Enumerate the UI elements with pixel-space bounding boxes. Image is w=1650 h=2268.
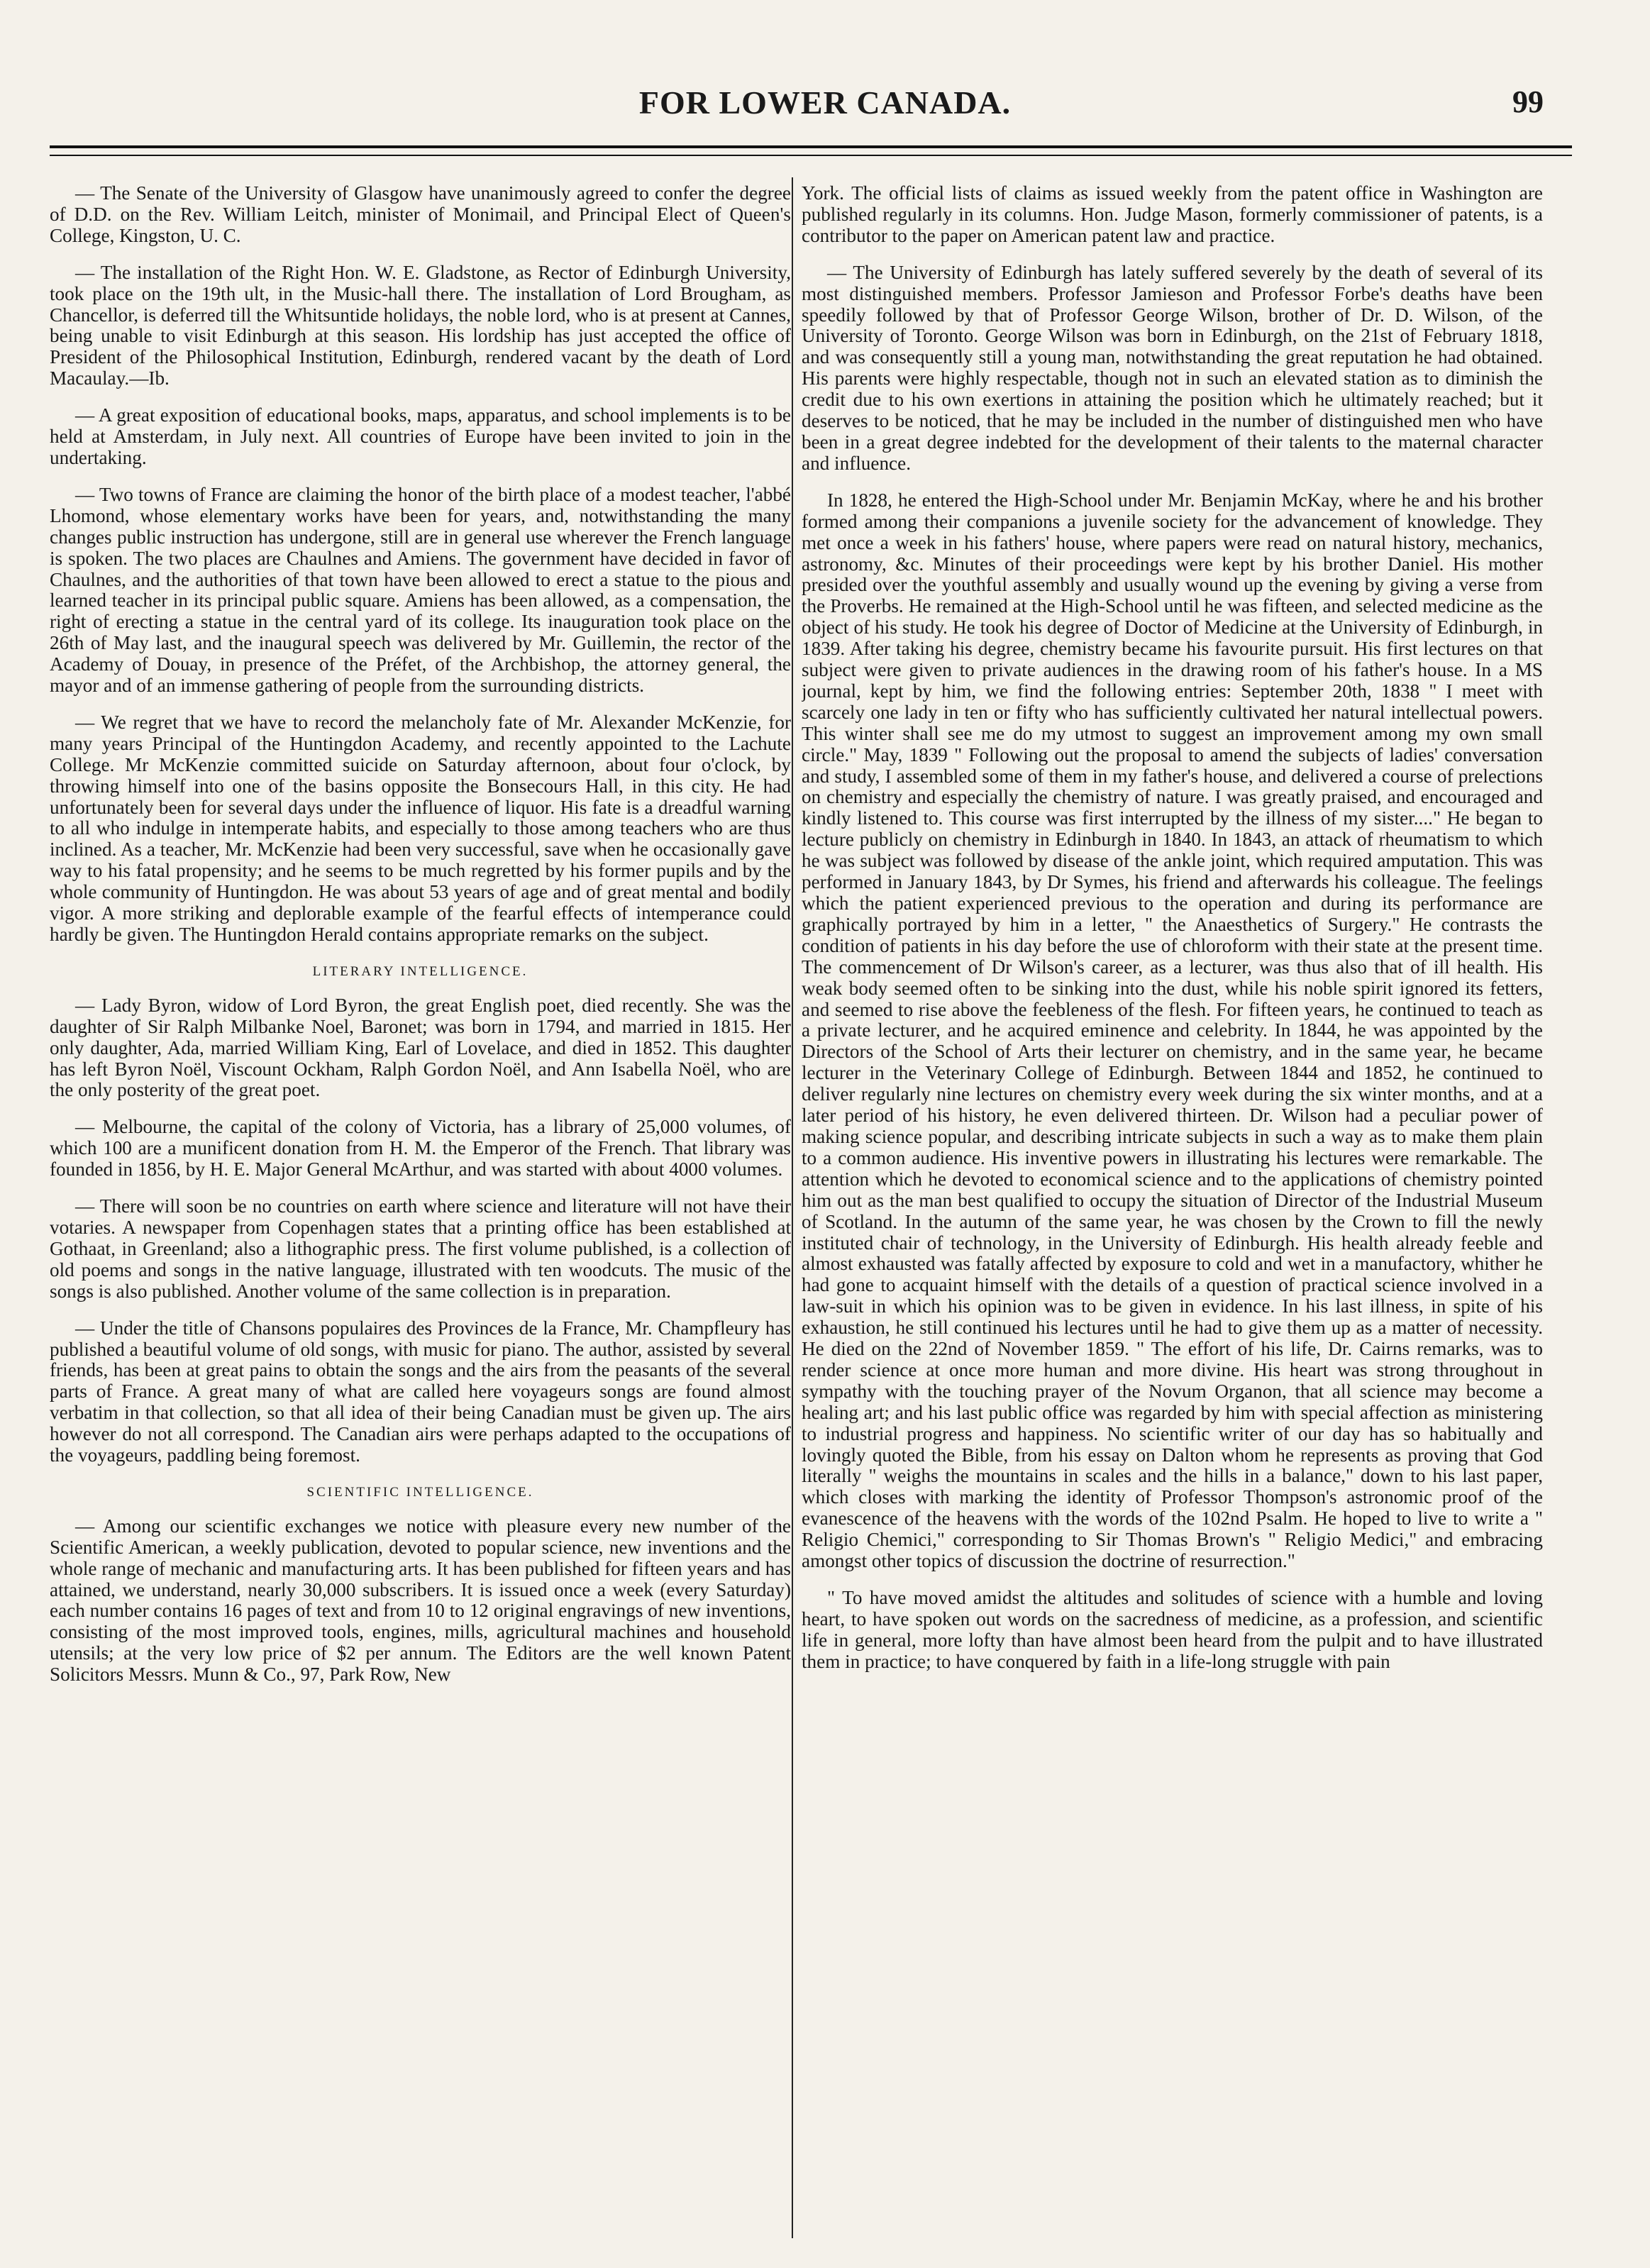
- article-mckenzie: — We regret that we have to record the melancholy fate of Mr. Alexander McKenzie, for many years Principal of the Huntingdon Academy, and recently appointed to the Lachute College. Mr McKenzie committed suicide on Saturday afternoon, about four o'clock, by throwing himself into one of the basins opposite the Bonsecours Hall, in this city. He had unfortunately been for several days under the influence of liquor. His fate is a dreadful warning to all who indulge in intemperate habits, and especially to those among teachers who are thus inclined. As a teacher, Mr. McKenzie had been very successful, save when he occasionally gave way to his fatal propensity; and he seems to be much regretted by his former pupils and by the whole community of Huntingdon. He was about 53 years of age and of great mental and bodily vigor. A more striking and deplorable example of the fearful effects of intemperance could hardly be given. The Huntingdon Herald contains appropriate remarks on the subject.: [50, 711, 791, 945]
- article-scientific-american-continued: York. The official lists of claims as issued weekly from the patent office in Washington are published regularly in its columns. Hon. Judge Mason, formerly commissioner of patents, is a contributor to the paper on American patent law and practice.: [802, 183, 1543, 246]
- article-george-wilson-quote: " To have moved amidst the altitudes and solitudes of science with a humble and loving heart, to have spoken out words on the sacredness of medicine, as a profession, and scientific life in general, more lofty than have almost been heard from the pulpit and to have illustrated them in practice; to have conquered by faith in a life-long struggle with pain: [802, 1587, 1543, 1672]
- article-glasgow-degree: — The Senate of the University of Glasgow have unanimously agreed to confer the degree of D.D. on the Rev. William Leitch, minister of Monimail, and Principal Elect of Queen's College, Kingston, U. C.: [50, 183, 791, 246]
- column-divider: [792, 177, 793, 2238]
- article-george-wilson-biography: In 1828, he entered the High-School under Mr. Benjamin McKay, where he and his brother formed among their companions a juvenile society for the advancement of knowledge. They met once a week in his fathers' house, where papers were read on natural history, mechanics, astronomy, &c. Minutes of their proceedings were kept by his brother Daniel. His mother presided over the youthful assembly and usually wound up the evening by giving a verse from the Proverbs. He remained at the High-School until he was fifteen, and selected medicine as the object of his study. He took his degree of Doctor of Medicine at the University of Edinburgh, in 1839. After taking his degree, chemistry became his favourite pursuit. His first lectures on that subject were given to private audiences in the drawing room of his father's house. In a MS journal, kept by him, we find the following entries: September 20th, 1838 " I meet with scarcely one lady in ten or fifty who has sufficiently cultivated her natural intellectual powers. This winter shall see me do my utmost to suggest an improvement among my own small circle." May, 1839 " Following out the proposal to amend the subjects of ladies' conversation and study, I assembled some of them in my father's house, and delivered a course of prelections on chemistry and especially the chemistry of nature. I was greatly praised, and encouraged and kindly listened to. This course was first interrupted by the illness of my sister...." He began to lecture publicly on chemistry in Edinburgh in 1840. In 1843, an attack of rheumatism to which he was subject was followed by disease of the ankle joint, which required amputation. This was performed in January 1843, by Dr Symes, his friend and afterwards his colleague. The feelings which the patient experienced previous to the operation and during its performance are graphically portrayed by him in a letter, " the Anaesthetics of Surgery." He contrasts the condition of patients in his day before the use of chloroform with their state at the present time. The commencement of Dr Wilson's career, as a lecturer, was thus also that of ill health. His weak body seemed often to be sinking into the dust, while his noble spirit ignored its fetters, and seemed to rise above the feebleness of the flesh. For fifteen years, he continued to teach as a private lecturer, and he acquired eminence and celebrity. In 1844, he was appointed by the Directors of the School of Arts their lecturer on chemistry, and in the same year, he became lecturer in the Veterinary College of Edinburgh. Between 1844 and 1852, he continued to deliver regularly nine lectures on chemistry every week during the six winter months, and at a later period of his history, he even delivered thirteen. Dr. Wilson had a peculiar power of making science popular, and describing intricate subjects in such a way as to make them plain to a common audience. His inventive powers in illustrating his lectures were remarkable. The attention which he devoted to economical science and to the applications of chemistry pointed him out as the man best qualified to occupy the situation of Director of the Industrial Museum of Scotland. In the autumn of the same year, he was chosen by the Crown to fill the newly instituted chair of technology, in the University of Edinburgh. His health already feeble and almost exhausted was fatally affected by exposure to cold and wet in a manufactory, whither he had gone to acquaint himself with the details of a question of practical science involved in a law-suit in which his opinion was to be given in evidence. In his last illness, in spite of his exhaustion, he still continued his lectures until he had to give them up as a matter of necessity. He died on the 22nd of November 1859. " The effort of his life, Dr. Cairns remarks, was to render science at once more human and more divine. His heart was strong throughout in sympathy with the touching prayer of the Novum Organon, that all science may become a healing art; and his last public office was regarded by him with special affection as ministering to industrial progress and happiness. No scientific writer of our day has so habitually and lovingly quoted the Bible, from his essay on Dalton whom he represents as proving that God literally " weighs the mountains in scales and the hills in a balance," down to his last paper, which closes with marking the identity of Professor Thompson's astronomic proof of the evanescence of the heavens with the words of the 102nd Psalm. He hoped to live to write a " Religio Chemici," corresponding to Sir Thomas Brown's " Religio Medici," and embracing amongst other topics of discussion the doctrine of resurrection.": [802, 489, 1543, 1572]
- section-heading-literary: LITERARY INTELLIGENCE.: [312, 963, 528, 979]
- article-lady-byron: — Lady Byron, widow of Lord Byron, the great English poet, died recently. She was the daughter of Sir Ralph Milbanke Noel, Baronet; was born in 1794, and married in 1815. Her only daughter, Ada, married William King, Earl of Lovelace, and died in 1852. This daughter has left Byron Noël, Viscount Ockham, Ralph Gordon Noël, and Ann Isabella Noël, who are the only posterity of the great poet.: [50, 994, 791, 1101]
- header-rule-thick: [50, 145, 1572, 148]
- article-melbourne-library: — Melbourne, the capital of the colony of Victoria, has a library of 25,000 volumes, of which 100 are a munificent donation from H. M. the Emperor of the French. That library was founded in 1856, by H. E. Major General McArthur, and was started with about 4000 volumes.: [50, 1116, 791, 1180]
- article-chansons-populaires: — Under the title of Chansons populaires des Provinces de la France, Mr. Champfleury has published a beautiful volume of old songs, with music for piano. The author, assisted by several friends, has been at great pains to obtain the songs and the airs from the peasants of the several parts of France. A great many of what are called here voyageurs songs are found almost verbatim in that collection, so that all idea of their being Canadian must be given up. The airs however do not all correspond. The Canadian airs were perhaps adapted to the occupations of the voyageurs, paddling being foremost.: [50, 1317, 791, 1466]
- page-number: 99: [1512, 84, 1544, 119]
- right-column: [802, 183, 1543, 2240]
- section-heading-scientific: SCIENTIFIC INTELLIGENCE.: [306, 1484, 534, 1500]
- article-edinburgh-university: — The University of Edinburgh has lately suffered severely by the death of several of its most distinguished members. Professor Jamieson and Professor Forbe's deaths have been speedily followed by that of Professor George Wilson, brother of Dr. D. Wilson, of the University of Toronto. George Wilson was born in Edinburgh, on the 21st of February 1818, and was consequently still a young man, notwithstanding the great reputation he had obtained. His parents were highly respectable, though not in such an elevated station as to diminish the credit due to his own exertions in attaining the position which he ultimately reached; but it deserves to be noticed, that he may be included in the number of distinguished men who have been in a great degree indebted for the development of their talents to the maternal character and influence.: [802, 261, 1543, 474]
- article-lhomond-statue: — Two towns of France are claiming the honor of the birth place of a modest teacher, l'abbé Lhomond, whose elementary works have been for years, and, notwithstanding the many changes public instruction has undergone, still are in general use wherever the French language is spoken. The two places are Chaulnes and Amiens. The government have decided in favor of Chaulnes, and the authorities of that town have been allowed to erect a statue to the pious and learned teacher in its principal public square. Amiens has been allowed, as a compensation, the right of erecting a statue in the central yard of its college. Its inauguration took place on the 26th of May last, and the inaugural speech was delivered by Mr. Guillemin, the rector of the Academy of Douay, in presence of the Préfet, of the Archbishop, the attorney general, the mayor and of an immense gathering of people from the surrounding districts.: [50, 483, 791, 697]
- running-title: FOR LOWER CANADA.: [638, 84, 1012, 121]
- article-amsterdam-exposition: — A great exposition of educational books, maps, apparatus, and school implements is to be held at Amsterdam, in July next. All countries of Europe have been invited to join in the undertaking.: [50, 404, 791, 468]
- article-gladstone-rector: — The installation of the Right Hon. W. E. Gladstone, as Rector of Edinburgh University, took place on the 19th ult, in the Music-hall there. The installation of Lord Brougham, as Chancellor, is deferred till the Whitsuntide holidays, the noble lord, who is at present at Cannes, being unable to visit Edinburgh at this season. His lordship has just accepted the office of President of the Philosophical Institution, Edinburgh, rendered vacant by the death of Lord Macaulay.—Ib.: [50, 261, 791, 389]
- left-column: [50, 183, 791, 2240]
- page-header: [0, 84, 1650, 126]
- header-rule-thin: [50, 155, 1572, 156]
- article-scientific-american: — Among our scientific exchanges we notice with pleasure every new number of the Scientific American, a weekly publication, devoted to popular science, new inventions and the whole range of mechanic and manufacturing arts. It has been published for fifteen years and has attained, we understand, nearly 30,000 subscribers. It is issued once a week (every Saturday) each number contains 16 pages of text and from 10 to 12 original engravings of new inventions, consisting of the most improved tools, engines, mills, agricultural machines and household utensils; at the very low price of $2 per annum. The Editors are the well known Patent Solicitors Messrs. Munn & Co., 97, Park Row, New: [50, 1515, 791, 1686]
- article-greenland-press: — There will soon be no countries on earth where science and literature will not have their votaries. A newspaper from Copenhagen states that a printing office has been established at Gothaat, in Greenland; also a lithographic press. The first volume published, is a collection of old poems and songs in the native language, illustrated with ten woodcuts. The music of the songs is also published. Another volume of the same collection is in preparation.: [50, 1195, 791, 1302]
